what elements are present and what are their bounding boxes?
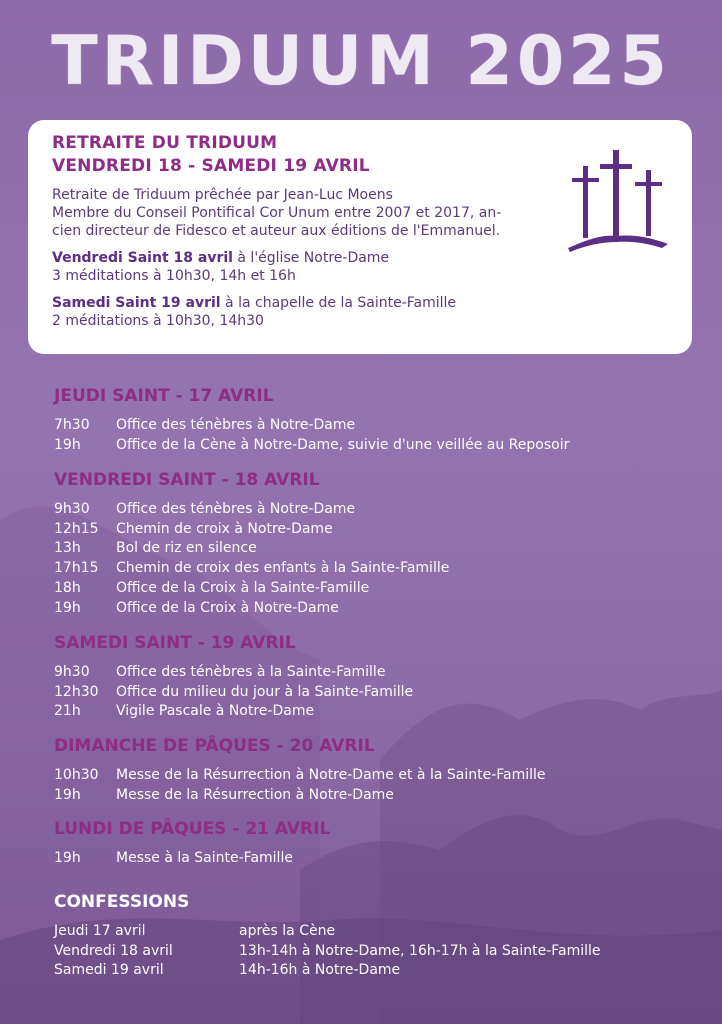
schedule-time: 21h bbox=[54, 703, 81, 720]
retreat-friday-label: Vendredi Saint 18 avril bbox=[52, 250, 233, 266]
day-title: SAMEDI SAINT - 19 AVRIL bbox=[54, 633, 296, 653]
schedule-desc: Office de la Croix à Notre-Dame bbox=[116, 599, 339, 616]
day-title: DIMANCHE DE PÂQUES - 20 AVRIL bbox=[54, 736, 375, 756]
retreat-heading: RETRAITE DU TRIDUUM bbox=[52, 133, 278, 153]
schedule-row bbox=[54, 766, 694, 786]
schedule-time: 7h30 bbox=[54, 417, 90, 433]
schedule-time: 9h30 bbox=[54, 664, 90, 680]
three-crosses-icon bbox=[562, 144, 672, 254]
confession-row bbox=[54, 942, 694, 962]
retreat-dates: VENDREDI 18 - SAMEDI 19 AVRIL bbox=[52, 156, 370, 176]
schedule-time: 12h15 bbox=[54, 520, 99, 537]
day-section bbox=[54, 468, 694, 618]
retreat-desc-line: cien directeur de Fidesco et auteur aux éditions de l'Emmanuel. bbox=[52, 223, 501, 239]
day-title: JEUDI SAINT - 17 AVRIL bbox=[54, 386, 274, 406]
retreat-card bbox=[28, 120, 692, 354]
schedule-row bbox=[54, 500, 694, 520]
schedule-time: 19h bbox=[54, 786, 81, 803]
schedule-desc: Vigile Pascale à Notre-Dame bbox=[116, 703, 315, 720]
confession-desc: 13h-14h à Notre-Dame, 16h-17h à la Sainte-Famille bbox=[239, 942, 601, 959]
confession-row bbox=[54, 961, 694, 981]
day-section bbox=[54, 734, 694, 805]
confession-day: Vendredi 18 avril bbox=[54, 942, 173, 959]
retreat-description bbox=[52, 186, 562, 240]
confession-row bbox=[54, 922, 694, 942]
retreat-friday-times: 3 méditations à 10h30, 14h et 16h bbox=[52, 268, 296, 284]
retreat-friday bbox=[52, 249, 668, 285]
day-title: VENDREDI SAINT - 18 AVRIL bbox=[54, 470, 320, 490]
schedule-desc: Office des ténèbres à Notre-Dame bbox=[116, 417, 356, 433]
confession-day: Samedi 19 avril bbox=[54, 962, 164, 979]
schedule-desc: Chemin de croix des enfants à la Sainte-Famille bbox=[116, 560, 450, 577]
schedule-row bbox=[54, 559, 694, 579]
retreat-saturday-times: 2 méditations à 10h30, 14h30 bbox=[52, 313, 264, 329]
retreat-saturday-label: Samedi Saint 19 avril bbox=[52, 295, 221, 311]
schedule-desc: Office de la Croix à la Sainte-Famille bbox=[116, 579, 370, 596]
schedule-row bbox=[54, 436, 694, 456]
confessions-title: CONFESSIONS bbox=[54, 892, 190, 912]
schedule-desc: Office des ténèbres à la Sainte-Famille bbox=[116, 664, 386, 680]
schedule-row bbox=[54, 663, 694, 683]
schedule-time: 18h bbox=[54, 579, 81, 596]
retreat-desc-line: Membre du Conseil Pontifical Cor Unum entre 2007 et 2017, an- bbox=[52, 205, 502, 221]
schedule-time: 10h30 bbox=[54, 767, 99, 783]
confession-desc: 14h-16h à Notre-Dame bbox=[239, 962, 401, 979]
day-title: LUNDI DE PÂQUES - 21 AVRIL bbox=[54, 819, 331, 839]
schedule-row bbox=[54, 539, 694, 559]
schedule-row bbox=[54, 416, 694, 436]
schedule-row bbox=[54, 849, 694, 869]
schedule-desc: Messe de la Résurrection à Notre-Dame et à la Sainte-Famille bbox=[116, 767, 546, 783]
schedule-time: 19h bbox=[54, 436, 81, 453]
schedule-time: 13h bbox=[54, 540, 81, 557]
day-section bbox=[54, 817, 694, 869]
day-section bbox=[54, 631, 694, 722]
schedule-time: 12h30 bbox=[54, 683, 99, 700]
schedule-row bbox=[54, 579, 694, 599]
schedule-time: 17h15 bbox=[54, 560, 99, 577]
schedule-row bbox=[54, 786, 694, 806]
retreat-friday-place: à l'église Notre-Dame bbox=[232, 250, 390, 266]
schedule-time: 9h30 bbox=[54, 501, 90, 517]
schedule-desc: Messe à la Sainte-Famille bbox=[116, 850, 293, 866]
schedule-desc: Messe de la Résurrection à Notre-Dame bbox=[116, 786, 394, 803]
schedule-time: 19h bbox=[54, 850, 81, 866]
retreat-desc-line: Retraite de Triduum prêchée par Jean-Luc Moens bbox=[52, 187, 393, 203]
schedule-row bbox=[54, 520, 694, 540]
schedule-row bbox=[54, 702, 694, 722]
schedule-time: 19h bbox=[54, 599, 81, 616]
day-section bbox=[54, 384, 694, 455]
confession-day: Jeudi 17 avril bbox=[54, 923, 146, 939]
confessions-section bbox=[54, 890, 694, 981]
retreat-saturday bbox=[52, 294, 668, 330]
schedule-desc: Bol de riz en silence bbox=[116, 540, 257, 557]
confession-desc: après la Cène bbox=[239, 923, 336, 939]
schedule-row bbox=[54, 683, 694, 703]
retreat-saturday-place: à la chapelle de la Sainte-Famille bbox=[220, 295, 457, 311]
schedule-desc: Office de la Cène à Notre-Dame, suivie d'une veillée au Reposoir bbox=[116, 436, 570, 453]
schedule-row bbox=[54, 599, 694, 619]
page-title: TRIDUUM 2025 bbox=[51, 22, 671, 101]
schedule-desc: Chemin de croix à Notre-Dame bbox=[116, 520, 333, 537]
schedule-desc: Office des ténèbres à Notre-Dame bbox=[116, 501, 356, 517]
schedule-desc: Office du milieu du jour à la Sainte-Famille bbox=[116, 683, 414, 700]
